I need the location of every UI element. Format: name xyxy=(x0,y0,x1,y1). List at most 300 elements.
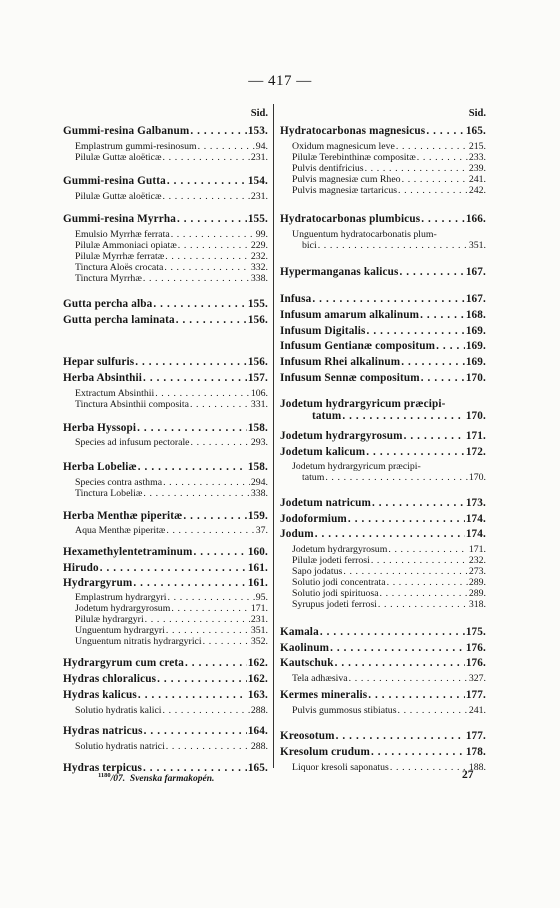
page-ref: 161. xyxy=(247,577,268,589)
page-ref: 175. xyxy=(465,626,486,638)
page-ref: 165. xyxy=(465,125,486,137)
page-ref: 352. xyxy=(250,636,268,647)
page-ref: 332. xyxy=(250,262,268,273)
leader-dots xyxy=(380,588,468,599)
leader-dots xyxy=(183,510,246,522)
sheet-number: 27 xyxy=(462,769,474,781)
page-ref: 166. xyxy=(465,213,486,225)
leader-dots xyxy=(342,410,464,422)
index-subentry xyxy=(63,477,268,488)
leader-dots xyxy=(349,673,468,684)
entry-title: Solutio hydratis kalici xyxy=(75,705,162,716)
leader-dots xyxy=(133,577,246,589)
index-entry xyxy=(280,497,486,509)
entry-title: Jodetum natricum xyxy=(280,497,371,509)
entry-title: Oxidum magnesicum leve xyxy=(292,141,395,152)
entry-title: Tinctura Absinthii composita xyxy=(75,399,189,410)
entry-title: Gummi-resina Galbanum xyxy=(63,125,190,137)
page-ref: 95. xyxy=(255,592,268,603)
entry-title: Hirudo xyxy=(63,562,99,574)
page-ref: 170. xyxy=(465,410,486,422)
index-subentry xyxy=(63,152,268,163)
entry-title: Kermes mineralis xyxy=(280,689,368,701)
entry-title: Infusum Gentianæ compositum xyxy=(280,340,436,352)
sid-header-right: Sid. xyxy=(468,108,486,119)
index-subentry xyxy=(280,163,486,174)
leader-dots xyxy=(378,599,468,610)
page-ref: 177. xyxy=(465,689,486,701)
index-subentry xyxy=(63,614,268,625)
page-ref: 294. xyxy=(250,477,268,488)
page-ref: 232. xyxy=(250,251,268,262)
page-ref: 241. xyxy=(468,174,486,185)
leader-dots xyxy=(163,191,250,202)
index-entry xyxy=(280,446,486,458)
index-entry xyxy=(63,314,268,326)
index-entry xyxy=(280,325,486,337)
entry-title: Infusa xyxy=(280,293,312,305)
index-entry xyxy=(280,293,486,305)
sid-header-left: Sid. xyxy=(250,108,268,119)
index-subentry xyxy=(280,577,486,588)
page-ref: 338. xyxy=(250,488,268,499)
entry-title: Infusum Sennæ compositum xyxy=(280,372,420,384)
page-ref: 231. xyxy=(250,152,268,163)
leader-dots xyxy=(365,163,468,174)
entry-title: Species ad infusum pectorale xyxy=(75,437,190,448)
index-subentry xyxy=(280,544,486,555)
page-ref: 153. xyxy=(247,125,268,137)
footer-sup: 1180 xyxy=(98,772,111,779)
index-entry xyxy=(63,657,268,669)
index-entry xyxy=(280,213,486,225)
leader-dots xyxy=(421,213,465,225)
entry-title: Emplastrum hydrargyri xyxy=(75,592,167,603)
entry-title: Herba Menthæ piperitæ xyxy=(63,510,183,522)
page-ref: 157. xyxy=(247,372,268,384)
entry-title: Herba Lobeliæ xyxy=(63,461,137,473)
index-subentry xyxy=(280,555,486,566)
entry-title: Hydras terpicus xyxy=(63,762,143,774)
index-entry xyxy=(280,372,486,384)
page-ref: 173. xyxy=(465,497,486,509)
leader-dots xyxy=(343,566,468,577)
page-ref: 288. xyxy=(250,705,268,716)
index-subentry xyxy=(63,636,268,647)
index-entry xyxy=(280,730,486,742)
entry-title: Unguentum hydrargyri xyxy=(75,625,165,636)
index-subentry xyxy=(280,588,486,599)
leader-dots xyxy=(421,372,465,384)
page-ref: 289. xyxy=(468,588,486,599)
page-ref: 99. xyxy=(255,229,268,240)
index-entry xyxy=(280,642,486,654)
index-subentry xyxy=(280,185,486,196)
entry-continuation xyxy=(292,472,486,483)
leader-dots xyxy=(401,356,465,368)
page-ref: 231. xyxy=(250,614,268,625)
entry-title: Solutio jodi concentrata xyxy=(292,577,386,588)
leader-dots xyxy=(144,725,247,737)
index-subentry xyxy=(63,251,268,262)
index-entry xyxy=(63,175,268,187)
index-entry xyxy=(280,689,486,701)
entry-title: Syrupus jodeti ferrosi xyxy=(292,599,377,610)
entry-title-continued: bici xyxy=(302,240,317,251)
page-ref: 162. xyxy=(247,657,268,669)
page-ref: 158. xyxy=(247,422,268,434)
leader-dots xyxy=(420,309,465,321)
leader-dots xyxy=(387,577,468,588)
entry-title: Pulvis gummosus stibiatus xyxy=(292,705,397,716)
leader-dots xyxy=(135,356,247,368)
entry-title-continued: tatum xyxy=(302,472,325,483)
entry-title: Pulvis dentifricius xyxy=(292,163,364,174)
index-entry xyxy=(63,372,268,384)
entry-title: Hydras chloralicus xyxy=(63,673,157,685)
index-subentry xyxy=(280,705,486,716)
index-entry xyxy=(280,398,486,422)
page-ref: 167. xyxy=(465,266,486,278)
entry-title: Hypermanganas kalicus xyxy=(280,266,399,278)
index-entry xyxy=(63,510,268,522)
leader-dots xyxy=(330,642,465,654)
leader-dots xyxy=(157,673,247,685)
entry-title: Kaolinum xyxy=(280,642,330,654)
page-ref: 37. xyxy=(255,525,268,536)
leader-dots xyxy=(185,657,247,669)
leader-dots xyxy=(190,399,250,410)
index-entry xyxy=(280,356,486,368)
leader-dots xyxy=(390,762,468,773)
entry-title: Jodetum kalicum xyxy=(280,446,366,458)
page-ref: 171. xyxy=(250,603,268,614)
page-ref: 233. xyxy=(468,152,486,163)
page-ref: 331. xyxy=(250,399,268,410)
page-ref: 162. xyxy=(247,673,268,685)
entry-title: Infusum amarum alkalinum xyxy=(280,309,420,321)
index-entry xyxy=(63,298,268,310)
leader-dots xyxy=(153,298,246,310)
leader-dots xyxy=(100,562,247,574)
entry-title: Infusum Rhei alkalinum xyxy=(280,356,401,368)
leader-dots xyxy=(155,388,250,399)
leader-dots xyxy=(145,614,250,625)
page-ref: 232. xyxy=(468,555,486,566)
page-ref: 167. xyxy=(465,293,486,305)
leader-dots xyxy=(190,125,246,137)
page-ref: 165. xyxy=(247,762,268,774)
page-ref: 327. xyxy=(468,673,486,684)
index-entry xyxy=(63,356,268,368)
entry-title: Pilulæ Ammoniaci opiatæ xyxy=(75,240,177,251)
page-ref: 229. xyxy=(250,240,268,251)
entry-title: Tinctura Myrrhæ xyxy=(75,273,142,284)
entry-title: Tinctura Aloës crocata xyxy=(75,262,164,273)
index-entry xyxy=(63,673,268,685)
entry-title: Jodetum hydrargyricum præcipi- xyxy=(292,461,421,472)
leader-dots xyxy=(203,636,250,647)
entry-title: Gummi-resina Myrrha xyxy=(63,213,176,225)
leader-dots xyxy=(163,705,250,716)
entry-title: Sapo jodatus xyxy=(292,566,343,577)
index-entry xyxy=(63,213,268,225)
leader-dots xyxy=(191,437,250,448)
page-ref: 172. xyxy=(465,446,486,458)
page-ref: 169. xyxy=(465,356,486,368)
leader-dots xyxy=(171,603,250,614)
leader-dots xyxy=(436,340,465,352)
page-ref: 176. xyxy=(465,657,486,669)
index-subentry xyxy=(63,741,268,752)
leader-dots xyxy=(171,229,255,240)
entry-title: Kautschuk xyxy=(280,657,334,669)
index-subentry xyxy=(280,461,486,483)
page-ref: 169. xyxy=(465,325,486,337)
entry-title: Extractum Absinthii xyxy=(75,388,155,399)
index-subentry xyxy=(63,525,268,536)
entry-title: Liquor kresoli saponatus xyxy=(292,762,389,773)
entry-title: Aqua Menthæ piperitæ xyxy=(75,525,166,536)
index-entry xyxy=(280,266,486,278)
entry-title: Pilulæ Terebinthinæ compositæ xyxy=(292,152,416,163)
index-subentry xyxy=(63,437,268,448)
page-ref: 174. xyxy=(465,528,486,540)
entry-title: Hydratocarbonas magnesicus xyxy=(280,125,426,137)
entry-title: Species contra asthma xyxy=(75,477,163,488)
index-subentry xyxy=(63,592,268,603)
leader-dots xyxy=(193,546,246,558)
entry-title: Kresolum crudum xyxy=(280,746,370,758)
leader-dots xyxy=(164,262,250,273)
index-entry xyxy=(63,546,268,558)
leader-dots xyxy=(396,141,468,152)
index-subentry xyxy=(63,273,268,284)
entry-title: Gutta percha alba xyxy=(63,298,153,310)
index-subentry xyxy=(63,191,268,202)
page-ref: 215. xyxy=(468,141,486,152)
index-entry xyxy=(280,528,486,540)
leader-dots xyxy=(143,372,247,384)
entry-continuation xyxy=(292,240,486,251)
leader-dots xyxy=(318,240,468,251)
index-subentry xyxy=(280,152,486,163)
footer-number: /07. xyxy=(110,774,126,785)
index-entry xyxy=(280,340,486,352)
page-ref: 168. xyxy=(465,309,486,321)
page-ref: 159. xyxy=(247,510,268,522)
leader-dots xyxy=(367,325,465,337)
leader-dots xyxy=(366,446,465,458)
entry-title: Jodetum hydrargyrosum xyxy=(280,430,403,442)
index-subentry xyxy=(280,762,486,773)
leader-dots xyxy=(166,625,250,636)
leader-dots xyxy=(163,152,250,163)
index-subentry xyxy=(63,488,268,499)
leader-dots xyxy=(178,240,250,251)
page-ref: 156. xyxy=(247,314,268,326)
leader-dots xyxy=(177,213,247,225)
index-subentry xyxy=(63,141,268,152)
entry-title-continued: tatum xyxy=(312,410,342,422)
page-ref: 338. xyxy=(250,273,268,284)
index-subentry xyxy=(63,625,268,636)
entry-title: Pilulæ Guttæ aloëticæ xyxy=(75,191,162,202)
page-ref: 161. xyxy=(247,562,268,574)
entry-title: Herba Hyssopi xyxy=(63,422,137,434)
entry-title: Pilulæ Myrrhæ ferratæ xyxy=(75,251,165,262)
leader-dots xyxy=(417,152,468,163)
leader-dots xyxy=(166,741,250,752)
leader-dots xyxy=(312,293,464,305)
page-ref: 106. xyxy=(250,388,268,399)
index-subentry xyxy=(280,174,486,185)
index-subentry xyxy=(280,566,486,577)
index-entry xyxy=(280,309,486,321)
index-entry xyxy=(280,513,486,525)
index-entry xyxy=(63,562,268,574)
leader-dots xyxy=(143,488,249,499)
index-entry xyxy=(280,657,486,669)
index-entry xyxy=(63,577,268,589)
page-ref: 188. xyxy=(468,762,486,773)
leader-dots xyxy=(398,185,468,196)
leader-dots xyxy=(426,125,465,137)
leader-dots xyxy=(138,461,247,473)
page-ref: 94. xyxy=(255,141,268,152)
index-entry xyxy=(280,746,486,758)
page-ref: 293. xyxy=(250,437,268,448)
page-ref: 155. xyxy=(247,298,268,310)
leader-dots xyxy=(143,273,250,284)
leader-dots xyxy=(336,730,465,742)
page-ref: 241. xyxy=(468,705,486,716)
column-divider xyxy=(273,104,274,768)
entry-title: Unguentum nitratis hydrargyrici xyxy=(75,636,202,647)
page-ref: 177. xyxy=(465,730,486,742)
page-ref: 239. xyxy=(468,163,486,174)
index-subentry xyxy=(63,705,268,716)
entry-title: Unguentum hydratocarbonatis plum- xyxy=(292,229,437,240)
page-ref: 318. xyxy=(468,599,486,610)
page-ref: 171. xyxy=(465,430,486,442)
index-subentry xyxy=(280,141,486,152)
leader-dots xyxy=(198,141,255,152)
page-ref: 170. xyxy=(468,472,486,483)
page-ref: 174. xyxy=(465,513,486,525)
index-subentry xyxy=(63,240,268,251)
entry-title: Emulsio Myrrhæ ferrata xyxy=(75,229,170,240)
leader-dots xyxy=(399,266,464,278)
entry-title: Jodetum hydrargyrosum xyxy=(75,603,171,614)
entry-title: Solutio hydratis natrici xyxy=(75,741,165,752)
leader-dots xyxy=(348,513,465,525)
leader-dots xyxy=(402,174,468,185)
footer-title: Svenska farmakopén. xyxy=(129,774,215,785)
entry-title: Pulvis magnesiæ tartaricus xyxy=(292,185,398,196)
leader-dots xyxy=(325,472,468,483)
leader-dots xyxy=(335,657,465,669)
entry-title: Hexamethylentetraminum xyxy=(63,546,193,558)
index-subentry xyxy=(63,229,268,240)
page-ref: 156. xyxy=(247,356,268,368)
leader-dots xyxy=(167,175,247,187)
entry-title: Pulvis magnesiæ cum Rheo xyxy=(292,174,401,185)
entry-title: Emplastrum gummi-resinosum xyxy=(75,141,197,152)
leader-dots xyxy=(168,592,255,603)
entry-title: Gummi-resina Gutta xyxy=(63,175,166,187)
entry-title: Pilulæ jodeti ferrosi xyxy=(292,555,370,566)
index-entry xyxy=(63,422,268,434)
index-entry xyxy=(63,125,268,137)
page-ref: 154. xyxy=(247,175,268,187)
entry-title: Hydrargyrum cum creta xyxy=(63,657,185,669)
index-subentry xyxy=(63,399,268,410)
page-ref: 289. xyxy=(468,577,486,588)
leader-dots xyxy=(398,705,468,716)
index-entry xyxy=(63,689,268,701)
index-entry xyxy=(63,725,268,737)
page-ref: 160. xyxy=(247,546,268,558)
leader-dots xyxy=(315,528,465,540)
entry-continuation xyxy=(280,410,486,422)
page-ref: 164. xyxy=(247,725,268,737)
index-entry xyxy=(280,626,486,638)
page-ref: 242. xyxy=(468,185,486,196)
index-subentry xyxy=(280,673,486,684)
entry-title: Tinctura Lobeliæ xyxy=(75,488,143,499)
page-ref: 231. xyxy=(250,191,268,202)
index-subentry xyxy=(280,599,486,610)
page-ref: 158. xyxy=(247,461,268,473)
entry-title: Kamala xyxy=(280,626,319,638)
leader-dots xyxy=(166,525,254,536)
entry-title: Tela adhæsiva xyxy=(292,673,348,684)
page-ref: 155. xyxy=(247,213,268,225)
leader-dots xyxy=(165,251,250,262)
leader-dots xyxy=(137,422,247,434)
entry-title: Hydras natricus xyxy=(63,725,143,737)
page-ref: 351. xyxy=(250,625,268,636)
entry-title: Hepar sulfuris xyxy=(63,356,135,368)
page-number: — 417 — xyxy=(248,73,312,89)
leader-dots xyxy=(388,544,468,555)
leader-dots xyxy=(176,314,247,326)
index-entry xyxy=(63,461,268,473)
entry-title: Kreosotum xyxy=(280,730,335,742)
leader-dots xyxy=(371,746,465,758)
page-ref: 163. xyxy=(247,689,268,701)
entry-title: Pilulæ Guttæ aloëticæ xyxy=(75,152,162,163)
entry-title: Infusum Digitalis xyxy=(280,325,366,337)
index-entry xyxy=(280,430,486,442)
index-entry xyxy=(280,125,486,137)
page-ref: 171. xyxy=(468,544,486,555)
page-ref: 178. xyxy=(465,746,486,758)
entry-title: Herba Absinthii xyxy=(63,372,143,384)
leader-dots xyxy=(371,555,468,566)
leader-dots xyxy=(368,689,465,701)
page-ref: 169. xyxy=(465,340,486,352)
page-ref: 288. xyxy=(250,741,268,752)
page-ref: 176. xyxy=(465,642,486,654)
entry-title: Jodetum hydrargyrosum xyxy=(292,544,388,555)
leader-dots xyxy=(138,689,247,701)
entry-title: Jodetum hydrargyricum præcipi- xyxy=(280,398,446,410)
entry-title: Gutta percha laminata xyxy=(63,314,175,326)
leader-dots xyxy=(372,497,465,509)
index-subentry xyxy=(63,603,268,614)
